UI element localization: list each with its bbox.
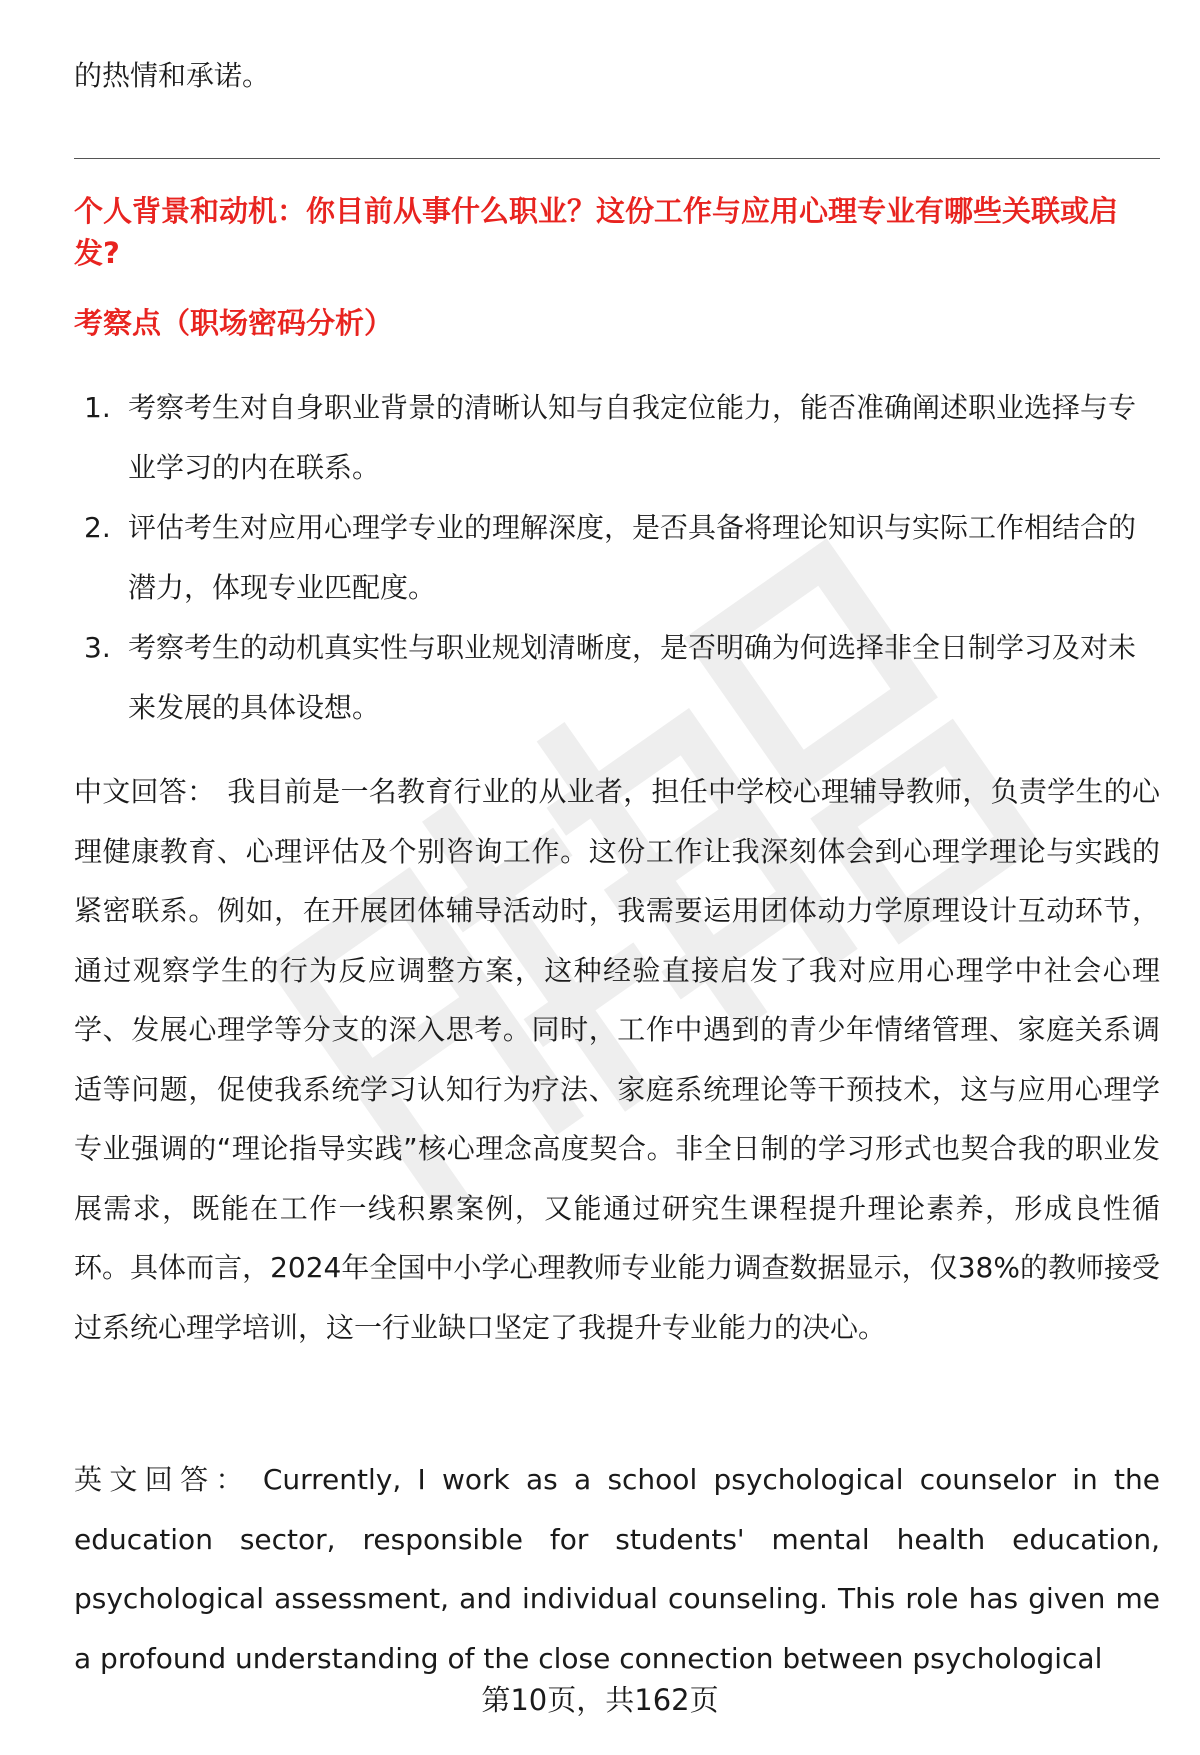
english-answer-text: Currently, I work as a school psychological counselor in the education sector, responsible for students' mental health education, psychological assessment, and individual counseling. This role has given me a profound understanding of the close connection between psychological — [74, 1463, 1160, 1675]
list-number: 2. — [84, 511, 111, 544]
list-item-text: 评估考生对应用心理学专业的理解深度，是否具备将理论知识与实际工作相结合的潜力，体现专业匹配度。 — [128, 511, 1137, 604]
english-answer — [74, 1450, 1160, 1688]
section-divider — [74, 158, 1160, 159]
list-item — [74, 618, 1160, 738]
continuation-text: 的热情和承诺。 — [74, 59, 271, 92]
chinese-answer-text: 我目前是一名教育行业的从业者，担任中学校心理辅导教师，负责学生的心理健康教育、心理评估及个别咨询工作。这份工作让我深刻体会到心理学理论与实践的紧密联系。例如，在开展团体辅导活动时，我需要运用团体动力学原理设计互动环节，通过观察学生的行为反应调整方案，这种经验直接启发了我对应用心理学中社会心理学、发展心理学等分支的深入思考。同时，工作中遇到的青少年情绪管理、家庭关系调适等问题，促使我系统学习认知行为疗法、家庭系统理论等干预技术，这与应用心理学专业强调的“理论指导实践”核心理念高度契合。非全日制的学习形式也契合我的职业发展需求，既能在工作一线积累案例，又能通过研究生课程提升理论素养，形成良性循环。具体而言，2024年全国中小学心理教师专业能力调查数据显示，仅38%的教师接受过系统心理学培训，这一行业缺口坚定了我提升专业能力的决心。 — [74, 775, 1160, 1344]
kaocha-list — [74, 378, 1160, 738]
question-heading: 个人背景和动机：你目前从事什么职业？这份工作与应用心理专业有哪些关联或启发? — [74, 194, 1119, 270]
list-item-text: 考察考生对自身职业背景的清晰认知与自我定位能力，能否准确阐述职业选择与专业学习的内在联系。 — [128, 391, 1137, 484]
list-number: 1. — [84, 391, 111, 424]
list-item — [74, 378, 1160, 498]
kaocha-title: 考察点（职场密码分析） — [74, 306, 394, 340]
page-number-footer: 第10页，共162页 — [481, 1683, 719, 1717]
english-answer-label: 英文回答： — [74, 1463, 251, 1496]
chinese-answer — [74, 762, 1160, 1357]
list-item — [74, 498, 1160, 618]
list-item-text: 考察考生的动机真实性与职业规划清晰度，是否明确为何选择非全日制学习及对未来发展的具体设想。 — [128, 631, 1137, 724]
chinese-answer-label: 中文回答： — [74, 775, 216, 808]
list-number: 3. — [84, 631, 111, 664]
